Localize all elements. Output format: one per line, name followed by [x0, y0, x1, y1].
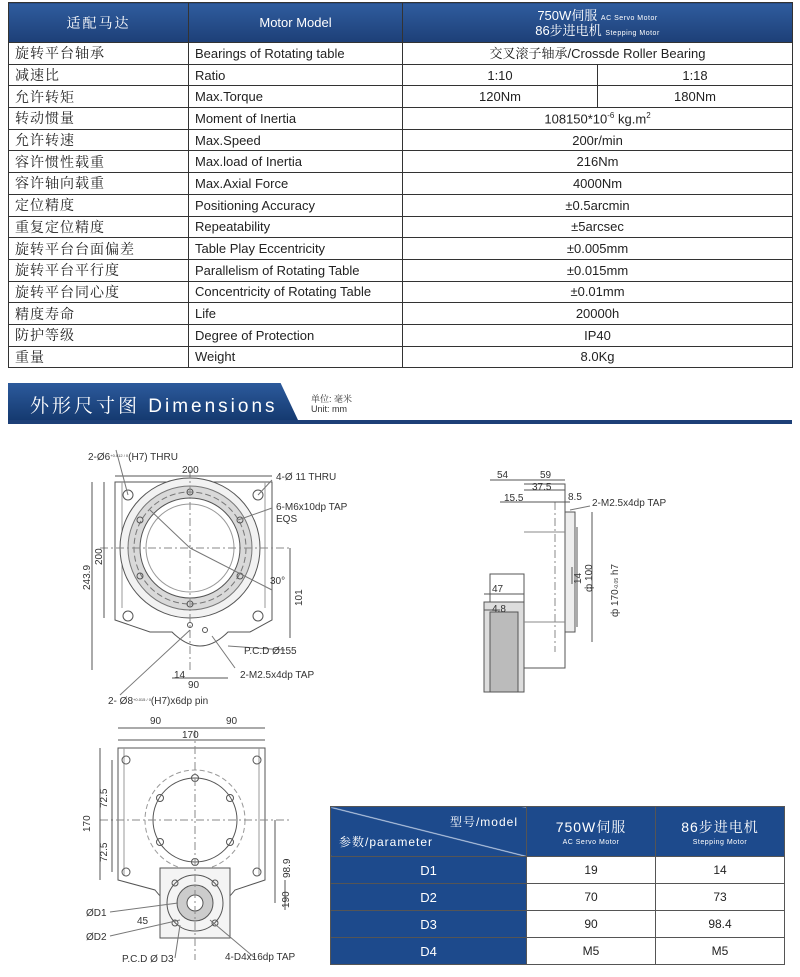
front-pcd-label: P.C.D Ø155	[244, 646, 297, 657]
spec-row	[9, 173, 793, 195]
bottom-pcd-label: P.C.D Ø D3	[122, 954, 174, 965]
front-mount-thru-label: 4-Ø 11 THRU	[276, 472, 337, 483]
bottom-od2-label: ØD2	[86, 932, 107, 943]
spec-table	[8, 2, 793, 368]
param-value-servo: 90	[527, 911, 656, 938]
header-step-main: 86步进电机	[535, 22, 602, 38]
spec-row	[9, 238, 793, 260]
side-motor-inner	[490, 612, 518, 692]
spec-label-zh: 旋转平台台面偏差	[9, 238, 189, 260]
side-dim-59: 59	[540, 470, 552, 481]
unit-note	[311, 394, 352, 414]
unit-en: Unit: mm	[311, 404, 347, 414]
spec-label-zh: 重量	[9, 346, 189, 368]
side-dim-15: 15.5	[504, 493, 524, 504]
spec-label-en: Ratio	[189, 64, 403, 86]
spec-row	[9, 129, 793, 151]
spec-value: 200r/min	[403, 129, 793, 151]
side-dim-37: 37.5	[532, 482, 552, 493]
front-dim-101: 101	[294, 589, 305, 606]
param-header-diagonal	[331, 807, 527, 857]
spec-value: ±5arcsec	[403, 216, 793, 238]
spec-row	[9, 194, 793, 216]
param-value-step: 73	[656, 884, 785, 911]
param-col-servo-sub: AC Servo Motor	[562, 839, 620, 846]
front-eqs-label: EQS	[276, 514, 298, 525]
spec-row	[9, 259, 793, 281]
spec-label-en: Table Play Eccentricity	[189, 238, 403, 260]
bottom-dim-72b: 72.5	[99, 842, 110, 862]
bottom-ring-hole	[157, 795, 164, 802]
bottom-dim-72a: 72.5	[99, 788, 110, 808]
bottom-dim-170s: 170	[82, 815, 93, 832]
spec-row	[9, 346, 793, 368]
bottom-corner-hole	[253, 868, 261, 876]
spec-value: 216Nm	[403, 151, 793, 173]
side-dim-48: 4.8	[492, 604, 506, 615]
param-col-servo-main: 750W伺服	[555, 819, 627, 835]
spec-label-en: Repeatability	[189, 216, 403, 238]
spec-value: 20000h	[403, 303, 793, 325]
spec-label-en: Moment of Inertia	[189, 108, 403, 130]
spec-row	[9, 216, 793, 238]
spec-value: 4000Nm	[403, 173, 793, 195]
spec-value-step: 180Nm	[598, 86, 793, 108]
param-value-servo: 19	[527, 857, 656, 884]
header-servo-sub: AC Servo Motor	[600, 14, 658, 22]
param-col-servo	[527, 807, 656, 857]
param-row	[331, 857, 785, 884]
spec-value: ±0.015mm	[403, 259, 793, 281]
spec-value: ±0.01mm	[403, 281, 793, 303]
bottom-dim-190: 190	[281, 891, 292, 908]
bottom-corner-hole	[122, 868, 130, 876]
param-value-servo: M5	[527, 938, 656, 965]
spec-row	[9, 64, 793, 86]
spec-label-en: Positioning Accuracy	[189, 194, 403, 216]
spec-header-row	[9, 3, 793, 43]
side-dim-54: 54	[497, 470, 509, 481]
unit-cn: 单位: 毫米	[311, 394, 353, 404]
spec-row	[9, 324, 793, 346]
spec-row	[9, 151, 793, 173]
spec-value	[403, 108, 793, 130]
spec-value: 8.0Kg	[403, 346, 793, 368]
front-dim-90: 90	[188, 680, 200, 691]
spec-label-en: Degree of Protection	[189, 324, 403, 346]
bottom-dim-98: 98.9	[282, 858, 293, 878]
side-view-drawing	[460, 462, 710, 702]
spec-label-zh: 容许轴向载重	[9, 173, 189, 195]
param-header-row	[331, 807, 785, 857]
param-col-step-main: 86步进电机	[681, 819, 759, 835]
side-dim-100: ф 100	[584, 564, 595, 592]
header-adapt-motor: 适配马达	[9, 3, 189, 43]
param-name: D1	[331, 857, 527, 884]
spec-label-zh: 减速比	[9, 64, 189, 86]
front-tap2-label: 2-M2.5x4dp TAP	[240, 670, 315, 681]
inertia-unit-exp: 2	[646, 110, 651, 120]
param-value-step: 14	[656, 857, 785, 884]
bottom-corner-hole	[253, 756, 261, 764]
bottom-corner-hole	[122, 756, 130, 764]
param-name: D2	[331, 884, 527, 911]
spec-row	[9, 303, 793, 325]
banner-underline	[8, 420, 792, 424]
bottom-tap-label: 4-D4x16dp TAP	[225, 952, 296, 963]
side-dim-8: 8.5	[568, 492, 582, 503]
front-dim-200-top: 200	[182, 465, 199, 476]
dimensions-banner	[0, 383, 800, 423]
spec-label-en: Max.load of Inertia	[189, 151, 403, 173]
spec-label-en: Life	[189, 303, 403, 325]
side-tap-label: 2-M2.5x4dp TAP	[592, 498, 667, 509]
spec-row	[9, 86, 793, 108]
header-servo-main: 750W伺服	[537, 7, 598, 23]
param-col-step	[656, 807, 785, 857]
spec-label-en: Max.Axial Force	[189, 173, 403, 195]
spec-label-zh: 容许惯性载重	[9, 151, 189, 173]
header-step-sub: Stepping Motor	[605, 29, 660, 37]
spec-label-zh: 旋转平台同心度	[9, 281, 189, 303]
param-row	[331, 911, 785, 938]
param-model-label: 型号/model	[449, 815, 518, 829]
spec-label-en: Weight	[189, 346, 403, 368]
side-dim-170: ф 170-0.05 h7	[610, 563, 621, 617]
front-dim-200-side: 200	[94, 548, 105, 565]
spec-row	[9, 108, 793, 130]
header-motor-model: Motor Model	[189, 3, 403, 43]
bottom-dim-45: 45	[137, 916, 149, 927]
spec-row	[9, 281, 793, 303]
front-angle-label: 30°	[270, 576, 286, 587]
side-dim-47: 47	[492, 584, 504, 595]
bottom-dim-90b: 90	[226, 716, 238, 727]
param-name: D3	[331, 911, 527, 938]
param-name: D4	[331, 938, 527, 965]
spec-label-en: Max.Torque	[189, 86, 403, 108]
inertia-exp: -6	[607, 110, 615, 120]
bottom-od1-label: ØD1	[86, 908, 107, 919]
spec-label-zh: 精度寿命	[9, 303, 189, 325]
front-corner-hole	[123, 611, 133, 621]
spec-value-servo: 120Nm	[403, 86, 598, 108]
inertia-unit: kg.m	[614, 111, 647, 127]
spec-row	[9, 43, 793, 65]
spec-label-zh: 旋转平台平行度	[9, 259, 189, 281]
bottom-ring-hole	[227, 839, 234, 846]
spec-label-en: Concentricity of Rotating Table	[189, 281, 403, 303]
front-corner-hole	[253, 611, 263, 621]
spec-value-step: 1:18	[598, 64, 793, 86]
param-value-step: 98.4	[656, 911, 785, 938]
spec-label-zh: 旋转平台轴承	[9, 43, 189, 65]
param-col-step-sub: Stepping Motor	[692, 839, 748, 846]
spec-label-zh: 允许转矩	[9, 86, 189, 108]
parameter-table	[330, 806, 785, 965]
side-flange	[565, 512, 575, 632]
bottom-view-drawing	[60, 710, 340, 972]
front-pin-label: 2- $Ø8^{+0.015 / 0}(H7)x6dp$ pin	[108, 696, 209, 707]
bottom-dim-170: 170	[182, 730, 199, 741]
section-title: 外形尺寸图 Dimensions	[30, 396, 278, 417]
param-value-servo: 70	[527, 884, 656, 911]
front-thru-holes-label: $2-Ø6^{+0.012 / 0}(H7)$ THRU	[88, 452, 178, 463]
spec-label-zh: 定位精度	[9, 194, 189, 216]
spec-value: ±0.005mm	[403, 238, 793, 260]
spec-label-zh: 转动惯量	[9, 108, 189, 130]
spec-label-zh: 允许转速	[9, 129, 189, 151]
inertia-value: 108150*10	[544, 111, 608, 127]
spec-label-en: Parallelism of Rotating Table	[189, 259, 403, 281]
spec-label-zh: 重复定位精度	[9, 216, 189, 238]
spec-label-en: Max.Speed	[189, 129, 403, 151]
bottom-ring-hole	[157, 839, 164, 846]
spec-value: IP40	[403, 324, 793, 346]
bottom-ring-hole	[227, 795, 234, 802]
param-parameter-label: 参数/parameter	[339, 835, 434, 849]
front-tap-label: 6-M6x10dp TAP	[276, 502, 348, 513]
spec-value-servo: 1:10	[403, 64, 598, 86]
front-dim-243: 243.9	[82, 564, 93, 590]
front-view-drawing	[0, 440, 400, 710]
spec-value: 交叉滚子轴承/Crossde Roller Bearing	[403, 43, 793, 65]
spec-value: ±0.5arcmin	[403, 194, 793, 216]
header-motor-types	[403, 3, 793, 43]
spec-label-zh: 防护等级	[9, 324, 189, 346]
front-dim-14: 14	[174, 670, 186, 681]
param-row	[331, 884, 785, 911]
spec-label-en: Bearings of Rotating table	[189, 43, 403, 65]
front-pin-hole	[203, 628, 208, 633]
param-value-step: M5	[656, 938, 785, 965]
param-row	[331, 938, 785, 965]
side-dim-14: 14	[573, 572, 584, 584]
bottom-dim-90a: 90	[150, 716, 162, 727]
